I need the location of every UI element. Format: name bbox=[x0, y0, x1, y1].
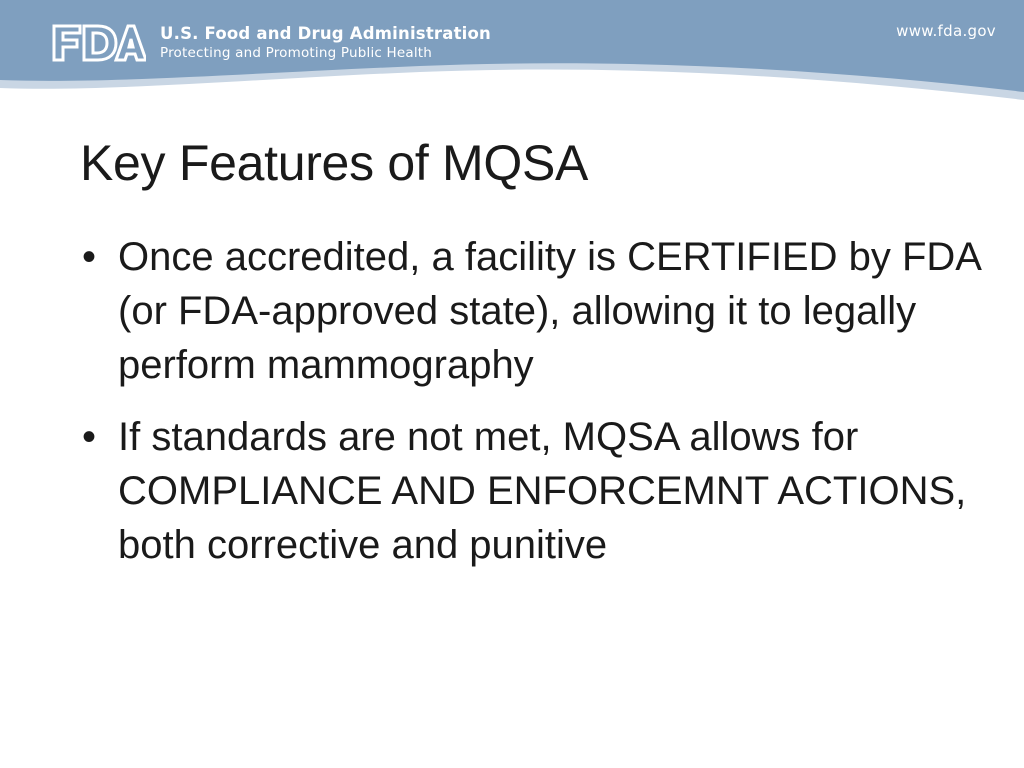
fda-logo-block bbox=[50, 20, 491, 66]
bullet-item bbox=[80, 230, 980, 392]
site-url: www.fda.gov bbox=[896, 22, 996, 40]
fda-logo bbox=[50, 22, 146, 64]
agency-name: U.S. Food and Drug Administration bbox=[160, 24, 492, 44]
bullet-text: Once accredited, a facility is CERTIFIED by FDA (or FDA-approved state), allowing it to legally perform mammography bbox=[118, 235, 980, 387]
bullet-item bbox=[80, 410, 980, 572]
bullet-dot-icon: • bbox=[82, 415, 97, 459]
agency-text bbox=[160, 24, 491, 62]
agency-tagline: Protecting and Promoting Public Health bbox=[160, 44, 433, 61]
slide-title: Key Features of MQSA bbox=[80, 135, 589, 191]
bullet-list bbox=[80, 230, 980, 590]
bullet-text: If standards are not met, MQSA allows for COMPLIANCE AND ENFORCEMNT ACTIONS, both corrective and punitive bbox=[118, 415, 967, 567]
bullet-dot-icon: • bbox=[82, 235, 97, 279]
